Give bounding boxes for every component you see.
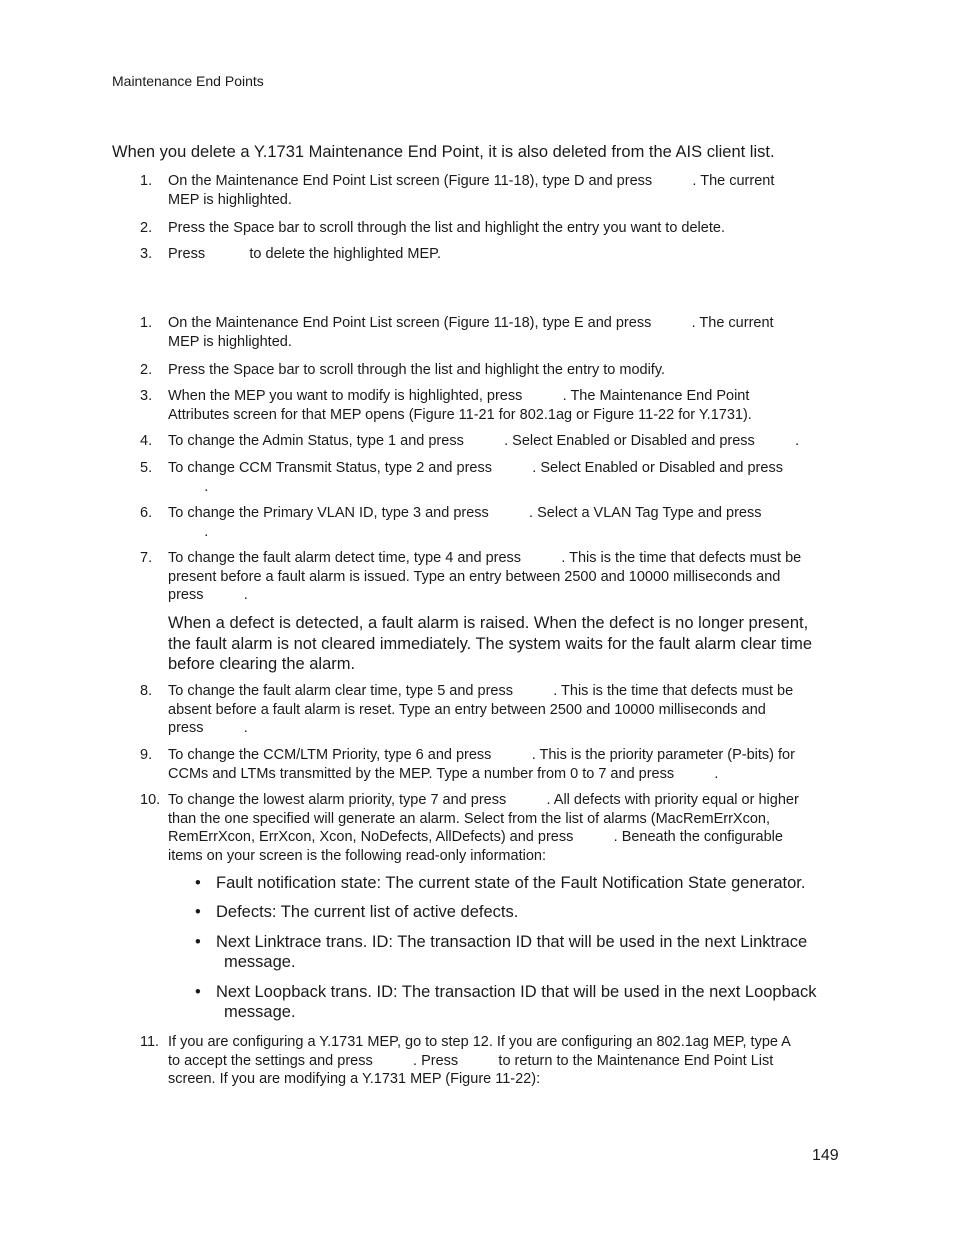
step-number: 11. [140, 1034, 160, 1050]
step-text [168, 791, 844, 865]
step-line: items on your screen is the following read-only information: [168, 847, 546, 864]
bullet-text [216, 932, 841, 972]
step-number: 4. [140, 433, 153, 449]
step-line: MEP is highlighted. [168, 191, 292, 208]
step-number: 7. [140, 550, 153, 566]
note-line: the fault alarm is not cleared immediately. The system waits for the fault alarm clear time [168, 634, 813, 653]
step-line: than the one specified will generate an alarm. Select from the list of alarms (MacRemErrXcon, [168, 810, 771, 827]
step-number: 10. [140, 792, 161, 808]
step-line: present before a fault alarm is issued. Type an entry between 2500 and 10000 milliseconds and [168, 568, 781, 585]
bullet-dot: • [195, 983, 201, 1001]
step-text [168, 504, 844, 541]
step-line: press . [168, 587, 248, 603]
step-text: Press to delete the highlighted MEP. [168, 246, 441, 262]
step-text [168, 314, 844, 351]
step-number: 1. [140, 315, 153, 331]
step-line: Attributes screen for that MEP opens (Figure 11-21 for 802.1ag or Figure 11-22 for Y.1731). [168, 406, 752, 423]
step-line: On the Maintenance End Point List screen (Figure 11-18), type E and press . The current [168, 315, 774, 331]
bullet-line: message. [224, 953, 296, 971]
step-text [168, 549, 844, 605]
step-line: To change CCM Transmit Status, type 2 and press . Select Enabled or Disabled and press [168, 460, 783, 476]
step-line: If you are configuring a Y.1731 MEP, go to step 12. If you are configuring an 802.1ag MEP, type A [168, 1034, 791, 1050]
step-number: 5. [140, 460, 153, 476]
bullet-dot: • [195, 903, 201, 921]
intro-paragraph: When you delete a Y.1731 Maintenance End Point, it is also deleted from the AIS client list. [112, 143, 775, 161]
step-line: To change the fault alarm detect time, type 4 and press . This is the time that defects must be [168, 550, 802, 566]
step-number: 1. [140, 173, 153, 189]
step-number: 6. [140, 505, 153, 521]
step-line: . [168, 478, 209, 495]
step-line: press . [168, 720, 248, 736]
running-header: Maintenance End Points [112, 73, 264, 89]
step-text [168, 172, 844, 209]
step-text [168, 387, 844, 424]
page-number: 149 [812, 1147, 839, 1164]
step-line: . [168, 523, 209, 540]
step-text: To change the Admin Status, type 1 and press . Select Enabled or Disabled and press . [168, 433, 800, 449]
step-line: To change the lowest alarm priority, type 7 and press . All defects with priority equal or higher [168, 792, 799, 808]
step-line: screen. If you are modifying a Y.1731 MEP (Figure 11-22): [168, 1071, 541, 1087]
bullet-dot: • [195, 874, 201, 892]
step-text [168, 459, 844, 496]
bullet-text [216, 982, 841, 1022]
step-text [168, 682, 844, 738]
bullet-line: message. [224, 1003, 296, 1021]
step-number: 3. [140, 246, 153, 262]
note-line: When a defect is detected, a fault alarm is raised. When the defect is no longer present, [168, 614, 809, 632]
step-number: 3. [140, 388, 153, 404]
step-text [168, 746, 844, 783]
step-text [168, 1033, 844, 1089]
step-line: To change the CCM/LTM Priority, type 6 and press . This is the priority parameter (P-bits) for [168, 747, 795, 763]
step-line: When the MEP you want to modify is highlighted, press . The Maintenance End Point [168, 388, 750, 404]
step-text: Press the Space bar to scroll through the list and highlight the entry to modify. [168, 362, 666, 378]
note-line: before clearing the alarm. [168, 655, 356, 673]
step-line: CCMs and LTMs transmitted by the MEP. Type a number from 0 to 7 and press . [168, 765, 719, 782]
step-line: On the Maintenance End Point List screen (Figure 11-18), type D and press . The current [168, 173, 775, 189]
step-number: 2. [140, 362, 153, 378]
step-line: To change the Primary VLAN ID, type 3 and press . Select a VLAN Tag Type and press [168, 505, 762, 521]
bullet-dot: • [195, 933, 201, 951]
step-line: To change the fault alarm clear time, type 5 and press . This is the time that defects must be [168, 683, 794, 699]
bullet-text: Fault notification state: The current state of the Fault Notification State generator. [216, 874, 806, 892]
step-number: 8. [140, 683, 153, 699]
step-number: 9. [140, 747, 153, 763]
step-line: to accept the settings and press . Press to return to the Maintenance End Point List [168, 1052, 774, 1069]
step-line: RemErrXcon, ErrXcon, Xcon, NoDefects, AllDefects) and press . Beneath the configurable [168, 829, 783, 845]
step-text: Press the Space bar to scroll through the list and highlight the entry you want to delete. [168, 220, 725, 236]
step-line: MEP is highlighted. [168, 333, 292, 350]
bullet-line: Next Loopback trans. ID: The transaction ID that will be used in the next Loopback [216, 983, 817, 1001]
bullet-text: Defects: The current list of active defects. [216, 903, 519, 921]
bullet-line: Next Linktrace trans. ID: The transaction ID that will be used in the next Linktrace [216, 933, 808, 951]
step-number: 2. [140, 220, 153, 236]
step-line: absent before a fault alarm is reset. Type an entry between 2500 and 10000 milliseconds and [168, 701, 766, 718]
fault-alarm-note [168, 613, 844, 675]
